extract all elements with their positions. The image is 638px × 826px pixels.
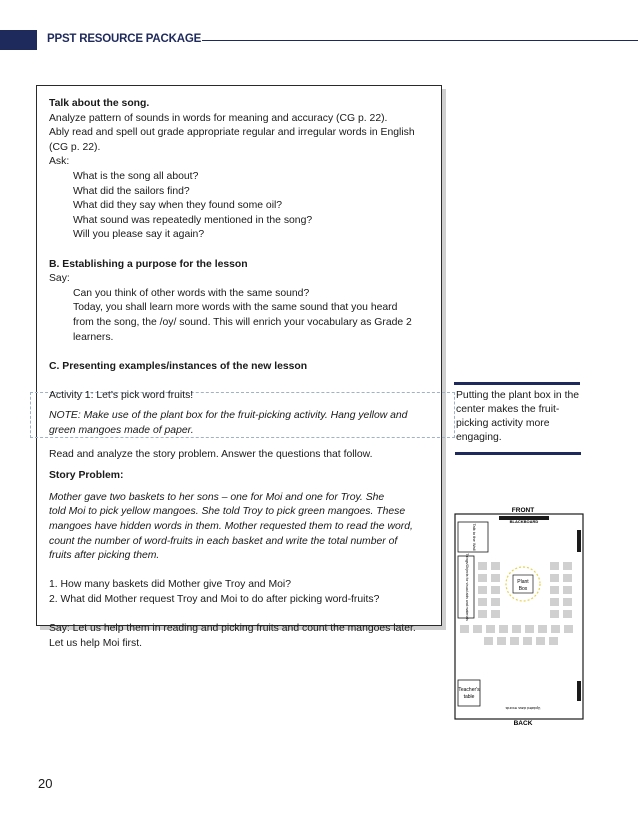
say-label: Say: (49, 273, 70, 285)
ask-question: What is the song all about? (73, 170, 199, 182)
story-line: fruits after picking them. (49, 550, 160, 562)
say-line: Today, you shall learn more words with the same sound that you heard (73, 302, 398, 314)
story-title: Story Problem: (49, 470, 124, 482)
front-label: FRONT (511, 507, 535, 514)
story-line: count the number of word-fruits in each basket and write the total number of (49, 535, 398, 547)
objective-line: (CG p. 22). (49, 141, 101, 153)
plant-box-label: Box (518, 586, 528, 592)
note-line: NOTE: Make use of the plant box for the fruit-picking activity. Hang yellow and (49, 410, 408, 422)
closing-line: Say: Let us help them in reading and picking fruits and count the mangoes later. (49, 623, 416, 635)
class-records-label: Updated class records (505, 706, 541, 710)
question-1: 1. How many baskets did Mother give Troy and Moi? (49, 579, 291, 591)
header-title: PPST RESOURCE PACKAGE (47, 33, 202, 45)
callout-text: Putting the plant box in the center makes the fruit-picking activity more engaging. (456, 390, 580, 443)
ask-question: What sound was repeatedly mentioned in the song? (73, 214, 313, 226)
story-line: told Moi to pick yellow mangoes. She told Troy to pick green mangoes. These (49, 506, 406, 518)
talk-to-wall-label: Talk to the Wall (472, 523, 477, 551)
objective-line: Analyze pattern of sounds in words for meaning and accuracy (CG p. 22). (49, 112, 388, 124)
back-label: BACK (513, 720, 533, 727)
teacher-table-label: Teacher's (458, 687, 480, 693)
say-line: from the song, the /oy/ sound. This will enrich your vocabulary as Grade 2 (73, 316, 412, 328)
story-line: Mother gave two baskets to her sons – one for Moi and one for Troy. She (49, 491, 385, 503)
story-line: mangoes have hidden words in them. Mother requested them to read the word, (49, 521, 413, 533)
section-title-purpose: B. Establishing a purpose for the lesson (49, 258, 248, 270)
say-line: learners. (73, 331, 114, 343)
closing-line: Let us help Moi first. (49, 637, 142, 649)
door-icon (577, 681, 581, 701)
plant-box-label: Plant (517, 579, 529, 585)
page-number: 20 (38, 776, 53, 791)
ask-question: What did the sailors find? (73, 185, 190, 197)
objective-line: Ably read and spell out grade appropriate regular and irregular words in English (49, 127, 415, 139)
ask-question: What did they say when they found some oil? (73, 200, 283, 212)
section-title-examples: C. Presenting examples/instances of the new lesson (49, 360, 308, 372)
section-title-talk: Talk about the song. (49, 98, 150, 109)
desk-group (460, 562, 573, 645)
blackboard-label: BLACKBOARD (509, 519, 539, 524)
ask-question: Will you please say it again? (73, 229, 205, 241)
visual-aids-label: Things/Objects for visual aids and materials (465, 553, 469, 621)
ask-label: Ask: (49, 156, 70, 168)
door-icon (577, 530, 581, 552)
note-line: green mangoes made of paper. (49, 425, 194, 437)
instruction-line: Read and analyze the story problem. Answer the questions that follow. (49, 448, 373, 460)
teacher-table (458, 680, 480, 706)
activity-title: Activity 1: Let’s pick word fruits! (49, 389, 194, 401)
question-2: 2. What did Mother request Troy and Moi to do after picking word-fruits? (49, 594, 380, 605)
say-line: Can you think of other words with the same sound? (73, 287, 310, 299)
teacher-table-label: table (463, 694, 475, 700)
